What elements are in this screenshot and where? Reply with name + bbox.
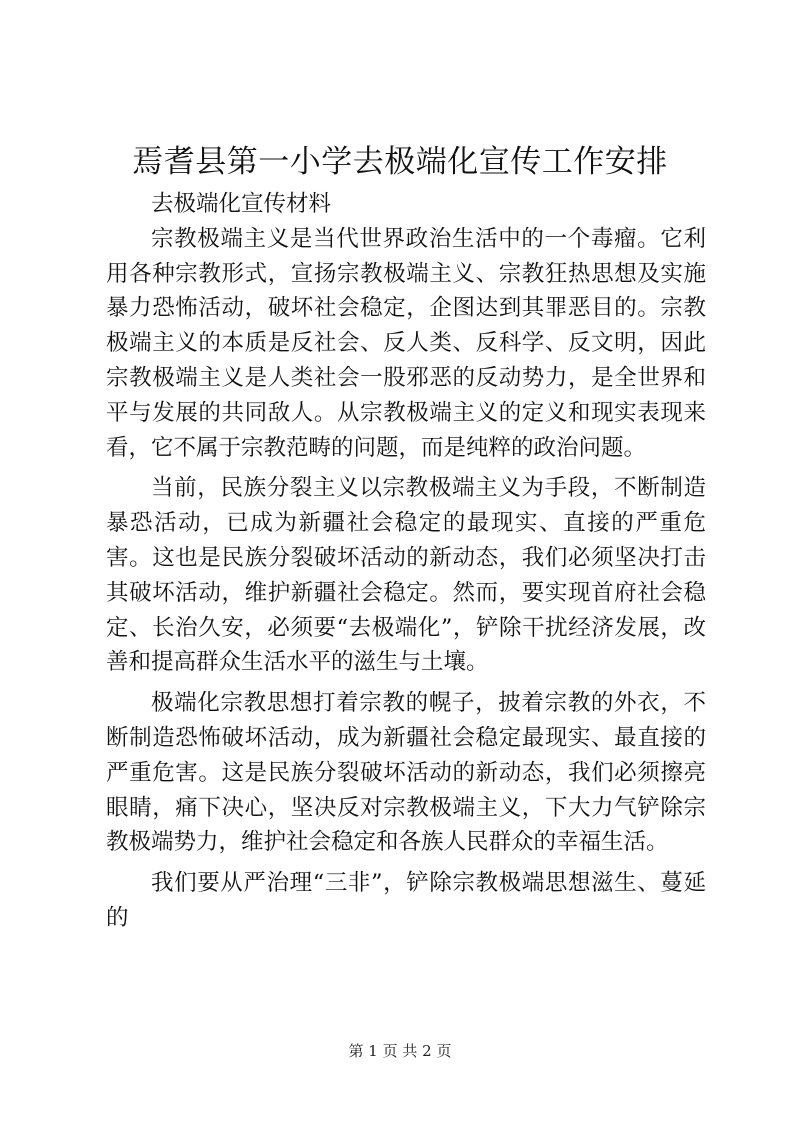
- paragraph-3: 极端化宗教思想打着宗教的幌子，披着宗教的外衣，不断制造恐怖破坏活动，成为新疆社会稳定最现实、最直接的严重危害。这是民族分裂破坏活动的新动态，我们必须擦亮眼睛，痛下决心，坚决反对宗教极端主义，下大力气铲除宗教极端势力，维护社会稳定和各族人民群众的幸福生活。: [106, 690, 706, 856]
- document-title: 焉耆县第一小学去极端化宣传工作安排: [132, 144, 668, 180]
- paragraph-2: 当前，民族分裂主义以宗教极端主义为手段，不断制造暴恐活动，已成为新疆社会稳定的最现实、直接的严重危害。这也是民族分裂破坏活动的新动态，我们必须坚决打击其破坏活动，维护新疆社会稳定。然而，要实现首府社会稳定、长治久安，必须要“去极端化”，铲除干扰经济发展，改善和提高群众生活水平的滋生与土壤。: [106, 475, 706, 676]
- page-number-label: 第 1 页 共 2 页: [348, 1042, 452, 1060]
- page-footer: [0, 1040, 800, 1062]
- document-body: [106, 187, 706, 936]
- paragraph-4: 我们要从严治理“三非”，铲除宗教极端思想滋生、蔓延的: [106, 870, 706, 931]
- document-subtitle: 去极端化宣传材料: [151, 191, 332, 217]
- paragraph-1: 宗教极端主义是当代世界政治生活中的一个毒瘤。它利用各种宗教形式，宣扬宗教极端主义、宗教狂热思想及实施暴力恐怖活动，破坏社会稳定，企图达到其罪恶目的。宗教极端主义的本质是反社会、反人类、反科学、反文明，因此宗教极端主义是人类社会一股邪恶的反动势力，是全世界和平与发展的共同敌人。从宗教极端主义的定义和现实表现来看，它不属于宗教范畴的问题，而是纯粹的政治问题。: [106, 225, 706, 461]
